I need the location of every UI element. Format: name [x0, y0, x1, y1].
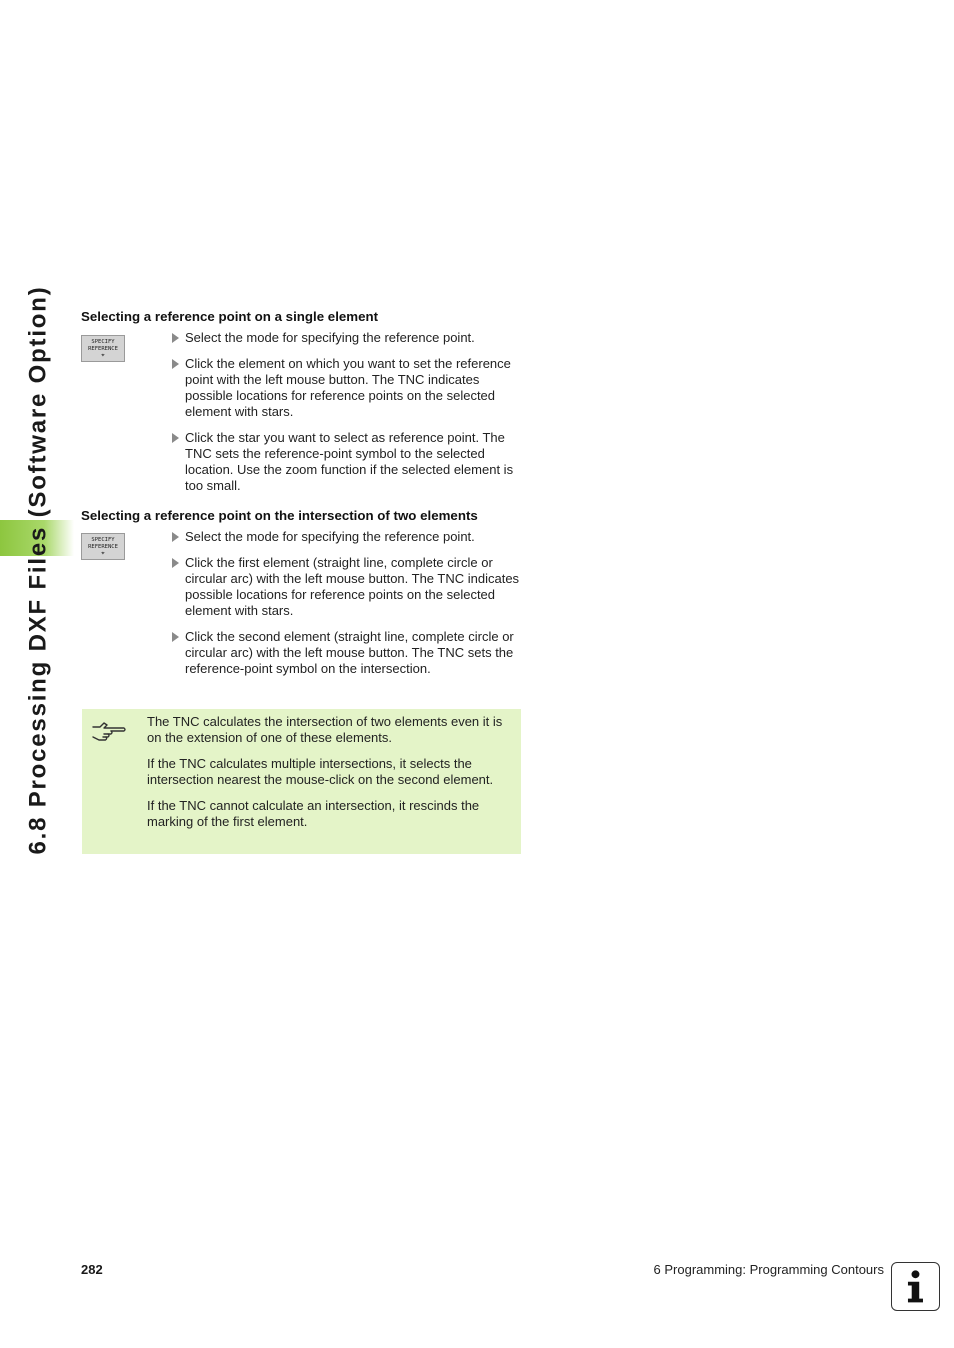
pointing-hand-icon: [91, 719, 127, 741]
chapter-side-title-text: 6.8 Processing DXF Files (Software Option): [25, 285, 52, 855]
page-number: 282: [81, 1262, 103, 1277]
step-text: Click the element on which you want to set the reference point with the left mouse button. The TNC indicates possible locations for reference points on the selected element with stars.: [185, 356, 511, 419]
chapter-side-title: [4, 280, 74, 860]
list-item: [172, 330, 524, 346]
step-text: Click the first element (straight line, complete circle or circular arc) with the left mouse button. The TNC indicates possible locations for reference points on the selected element with stars.: [185, 555, 520, 618]
list-item: [172, 356, 524, 420]
softkey-label-line2: REFERENCE: [88, 345, 118, 352]
specify-reference-softkey[interactable]: [81, 533, 125, 560]
info-icon: [891, 1262, 940, 1311]
note-paragraph: The TNC calculates the intersection of two elements even it is on the extension of one of these elements.: [147, 714, 503, 745]
chapter-footer: 6 Programming: Programming Contours: [653, 1262, 884, 1277]
step-text: Click the second element (straight line, complete circle or circular arc) with the left mouse button. The TNC sets the reference-point symbol on the intersection.: [185, 629, 514, 676]
step-text: Select the mode for specifying the reference point.: [185, 330, 475, 345]
step-list-intersection: [172, 529, 524, 687]
note-paragraph: If the TNC calculates multiple intersections, it selects the intersection nearest the mouse-click on the second element.: [147, 756, 494, 787]
section-heading-single-element: Selecting a reference point on a single element: [81, 309, 379, 324]
softkey-label-line1: SPECIFY: [91, 338, 115, 345]
softkey-label-line1: SPECIFY: [91, 536, 115, 543]
step-text: Click the star you want to select as reference point. The TNC sets the reference-point symbol to the selected location. Use the zoom function if the selected element is too small.: [185, 430, 514, 493]
step-text: Select the mode for specifying the reference point.: [185, 529, 475, 544]
note-box: [82, 709, 521, 854]
softkey-label-line2: REFERENCE: [88, 543, 118, 550]
arrow-right-icon: [172, 359, 179, 369]
list-item: [172, 529, 524, 545]
step-list-single-element: [172, 330, 524, 504]
arrow-right-icon: [172, 532, 179, 542]
list-item: [172, 555, 524, 619]
list-item: [172, 629, 524, 677]
arrow-right-icon: [172, 433, 179, 443]
arrow-right-icon: [172, 333, 179, 343]
section-heading-intersection: Selecting a reference point on the intersection of two elements: [81, 508, 478, 523]
arrow-right-icon: [172, 558, 179, 568]
specify-reference-softkey[interactable]: [81, 335, 125, 362]
list-item: [172, 430, 524, 494]
target-icon: ⌖: [101, 351, 105, 359]
target-icon: ⌖: [101, 549, 105, 557]
note-paragraph: If the TNC cannot calculate an intersection, it rescinds the marking of the first element.: [147, 798, 480, 829]
arrow-right-icon: [172, 632, 179, 642]
